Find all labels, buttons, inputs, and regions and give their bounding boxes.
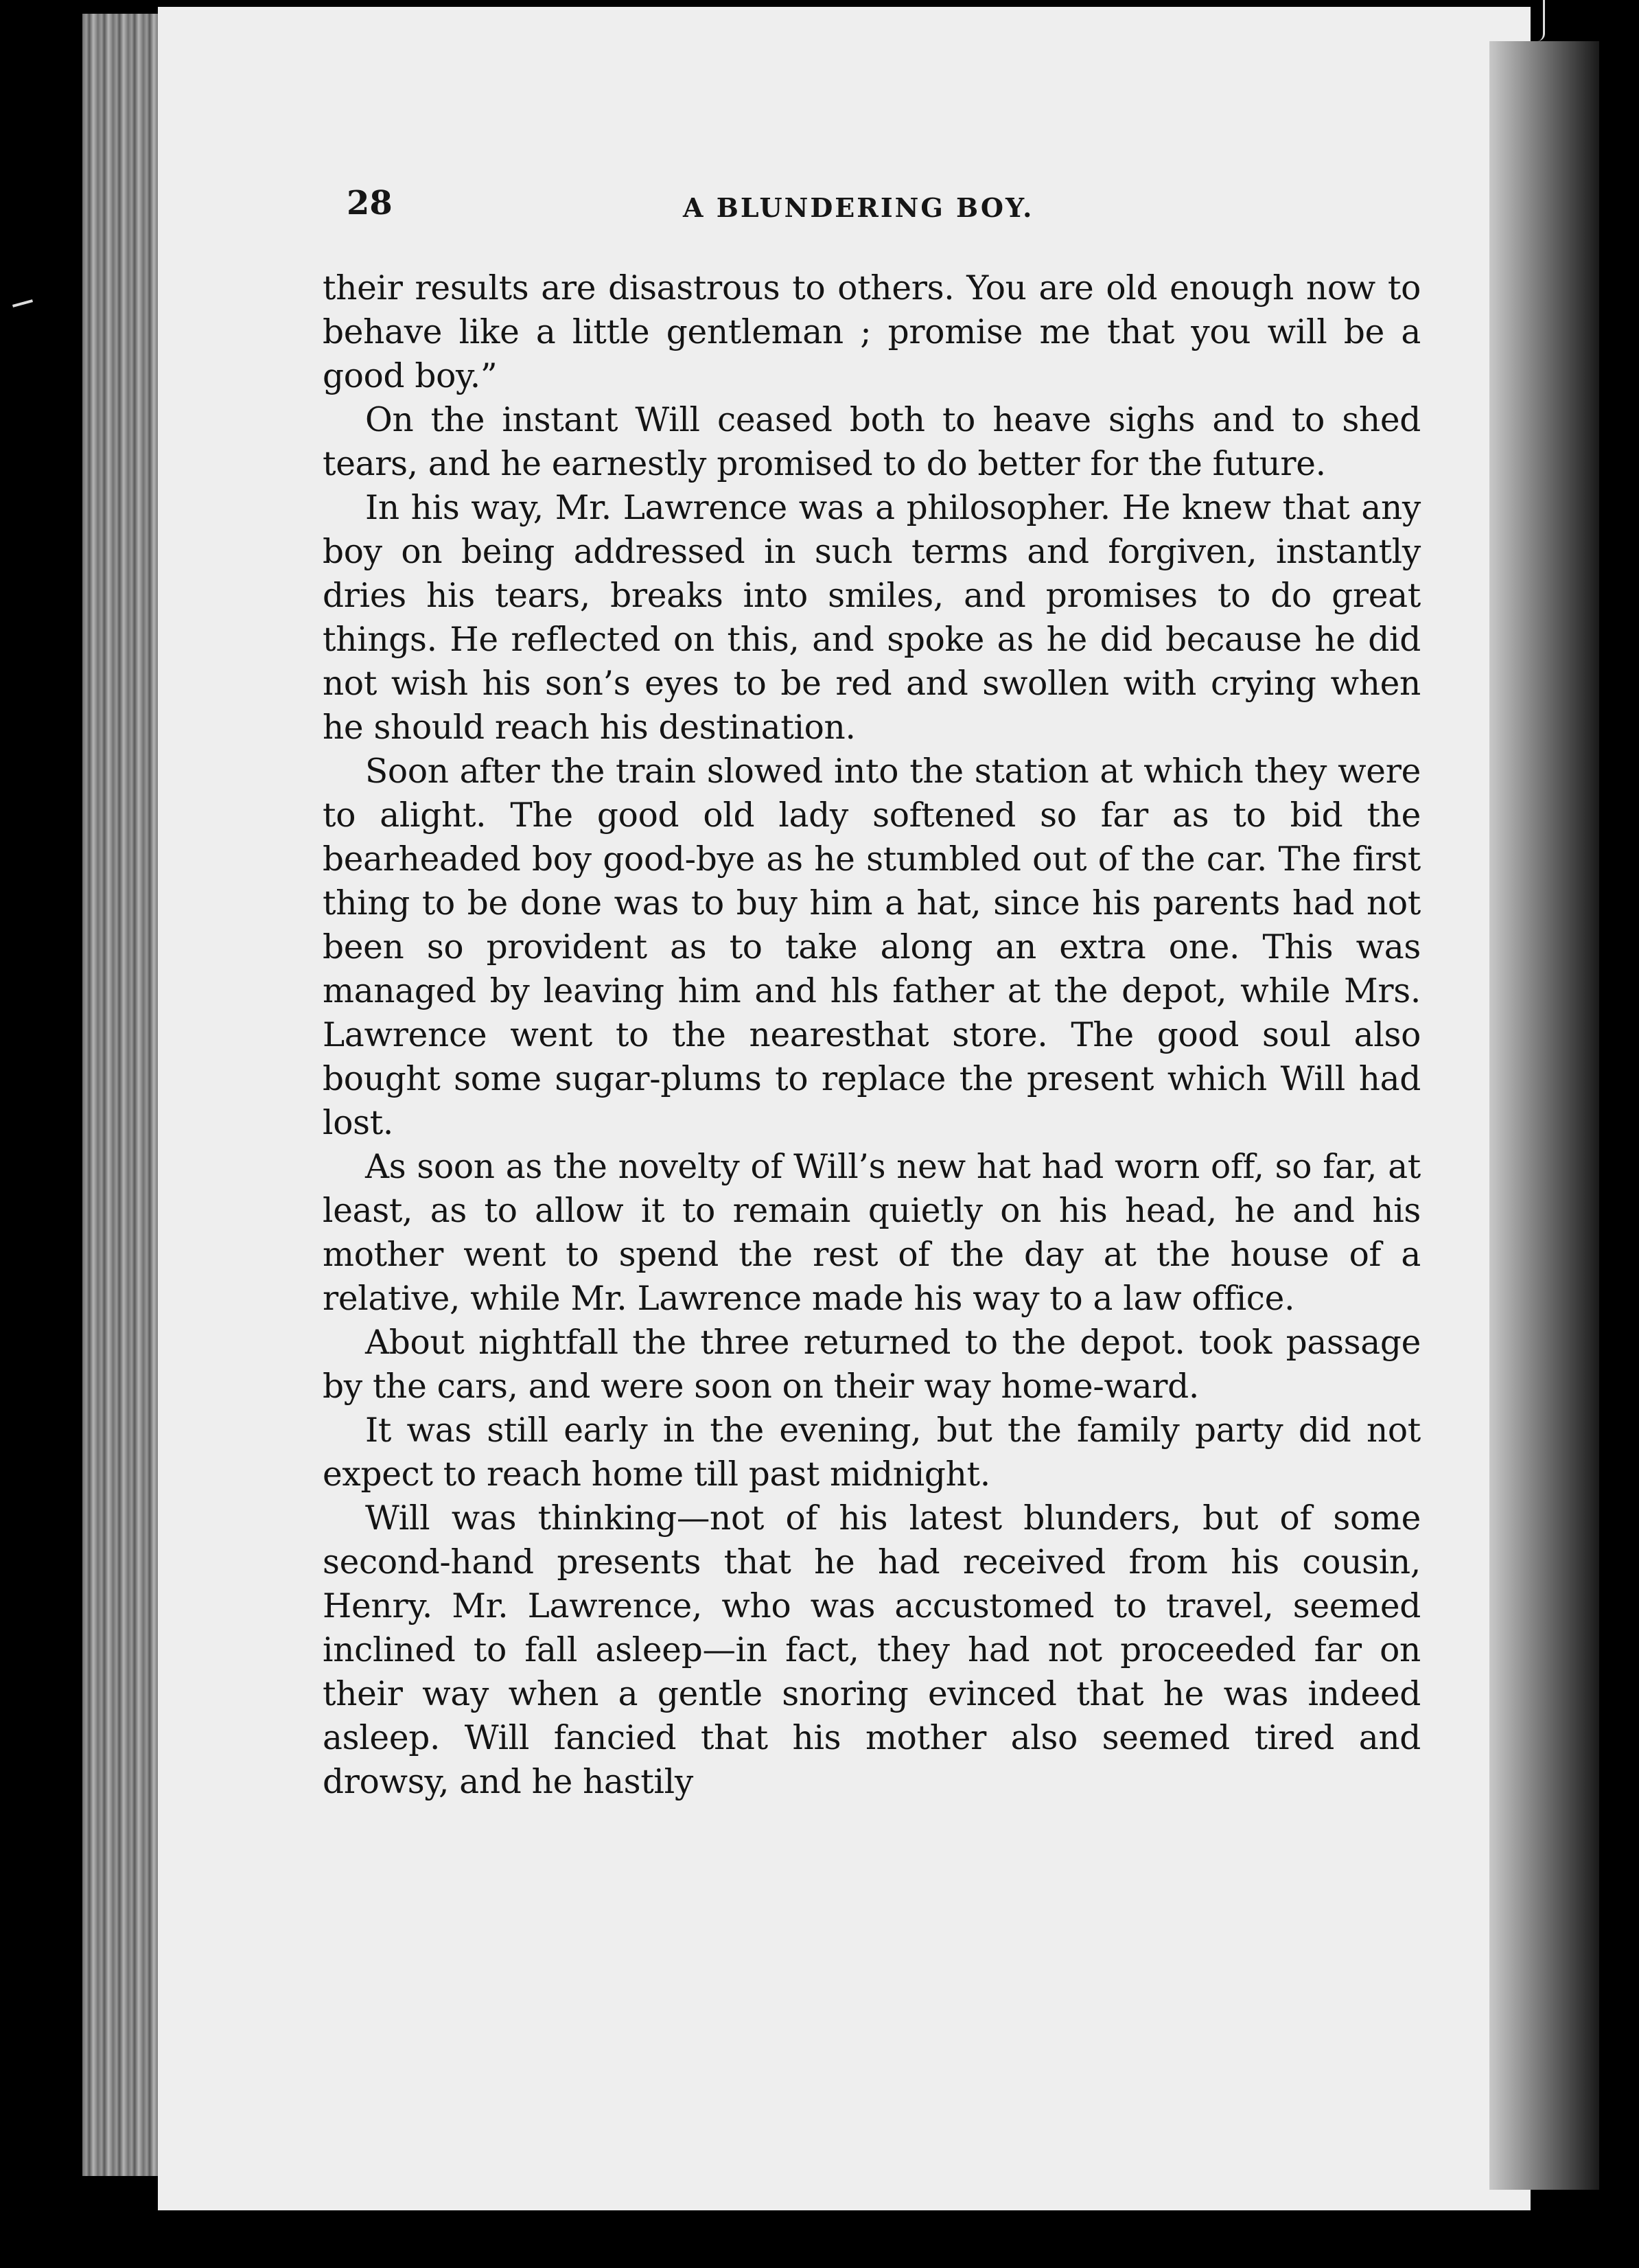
paragraph: Will was thinking—not of his latest blunders, but of some second-hand presents that he had received from his cousin, Henry. Mr. Lawrence, who was accustomed to travel, seemed inclined to fall asleep—in fact, they had not proceeded far on their way when a gentle snoring evinced that he was indeed asleep. Will fancied that his mother also seemed tired and drowsy, and he hastily	[323, 1499, 1421, 1801]
scan-artifact	[12, 299, 33, 308]
page-gutter-shadow	[1489, 41, 1599, 2190]
paragraph: In his way, Mr. Lawrence was a philosopher. He knew that any boy on being addressed in such terms and forgiven, instantly dries his tears, breaks into smiles, and promises to do great things. He reflected on this, and spoke as he did because he did not wish his son’s eyes to be red and swollen with crying when he should reach his destination.	[323, 489, 1421, 747]
body-text	[323, 266, 1421, 1804]
page-header	[347, 184, 1417, 232]
paragraph: As soon as the novelty of Will’s new hat had worn off, so far, at least, as to allow it to remain quietly on his head, he and his mother went to spend the rest of the day at the house of a relative, while Mr. Lawrence made his way to a law office.	[323, 1148, 1421, 1318]
paragraph: About nightfall the three returned to the depot. took passage by the cars, and were soon on their way home-ward.	[323, 1323, 1421, 1406]
paragraph: It was still early in the evening, but the family party did not expect to reach home till past midnight.	[323, 1411, 1421, 1494]
paragraph: Soon after the train slowed into the station at which they were to alight. The good old lady softened so far as to bid the bearheaded boy good-bye as he stumbled out of the car. The first thing to be done was to buy him a hat, since his parents had not been so provident as to take along an extra one. This was managed by leaving him and hls father at the depot, while Mrs. Lawrence went to the nearesthat store. The good soul also bought some sugar-plums to replace the present which Will had lost.	[323, 752, 1421, 1142]
scan-artifact	[1537, 0, 1545, 41]
running-head: A BLUNDERING BOY.	[683, 192, 1034, 223]
paragraph: On the instant Will ceased both to heave sighs and to shed tears, and he earnestly promised to do better for the future.	[323, 401, 1421, 483]
paragraph: their results are disastrous to others. You are old enough now to behave like a little gentleman ; promise me that you will be a good boy.”	[323, 269, 1421, 395]
page-number: 28	[347, 184, 393, 222]
